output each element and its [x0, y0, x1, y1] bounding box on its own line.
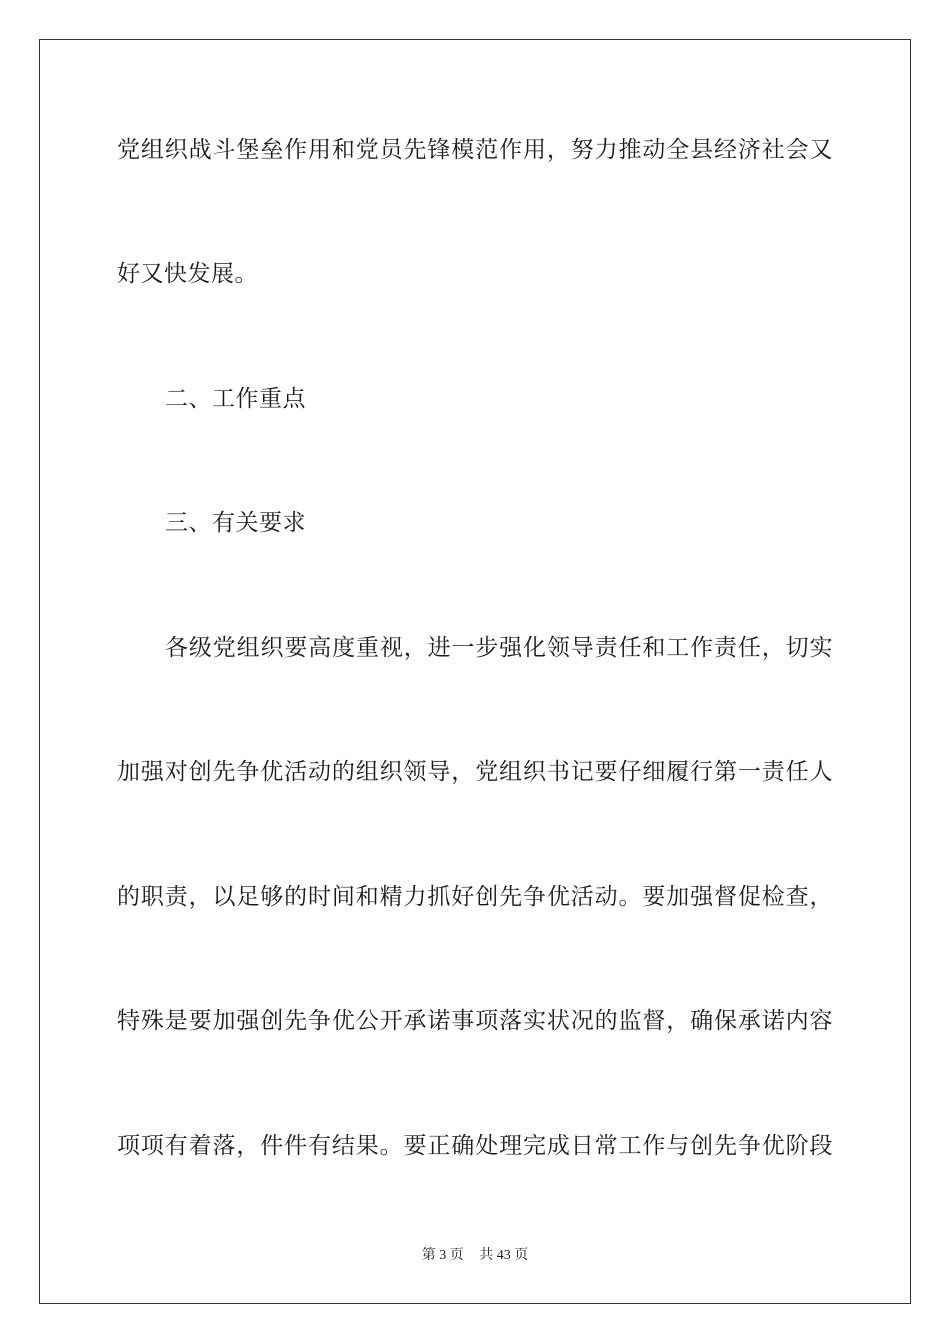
total-pages: 共 43 页: [479, 1248, 529, 1263]
text-line-2: 好又快发展。: [117, 261, 258, 287]
text-line-1: 党组织战斗堡垒作用和党员先锋模范作用，努力推动全县经济社会又: [117, 137, 833, 163]
section-heading-2: 二、工作重点: [165, 386, 306, 412]
text-line-5: 各级党组织要高度重视，进一步强化领导责任和工作责任，切实: [165, 635, 833, 661]
text-line-6: 加强对创先争优活动的组织领导，党组织书记要仔细履行第一责任人: [117, 759, 833, 785]
section-heading-3: 三、有关要求: [165, 510, 306, 536]
text-line-9: 项项有着落，件件有结果。要正确处理完成日常工作与创先争优阶段: [117, 1133, 833, 1159]
text-line-7: 的职责，以足够的时间和精力抓好创先争优活动。要加强督促检查，: [117, 884, 833, 910]
text-line-8: 特殊是要加强创先争优公开承诺事项落实状况的监督，确保承诺内容: [117, 1008, 833, 1034]
page-border: [39, 39, 911, 1304]
page-footer: [0, 1246, 950, 1266]
page-number: 第 3 页: [421, 1248, 464, 1263]
